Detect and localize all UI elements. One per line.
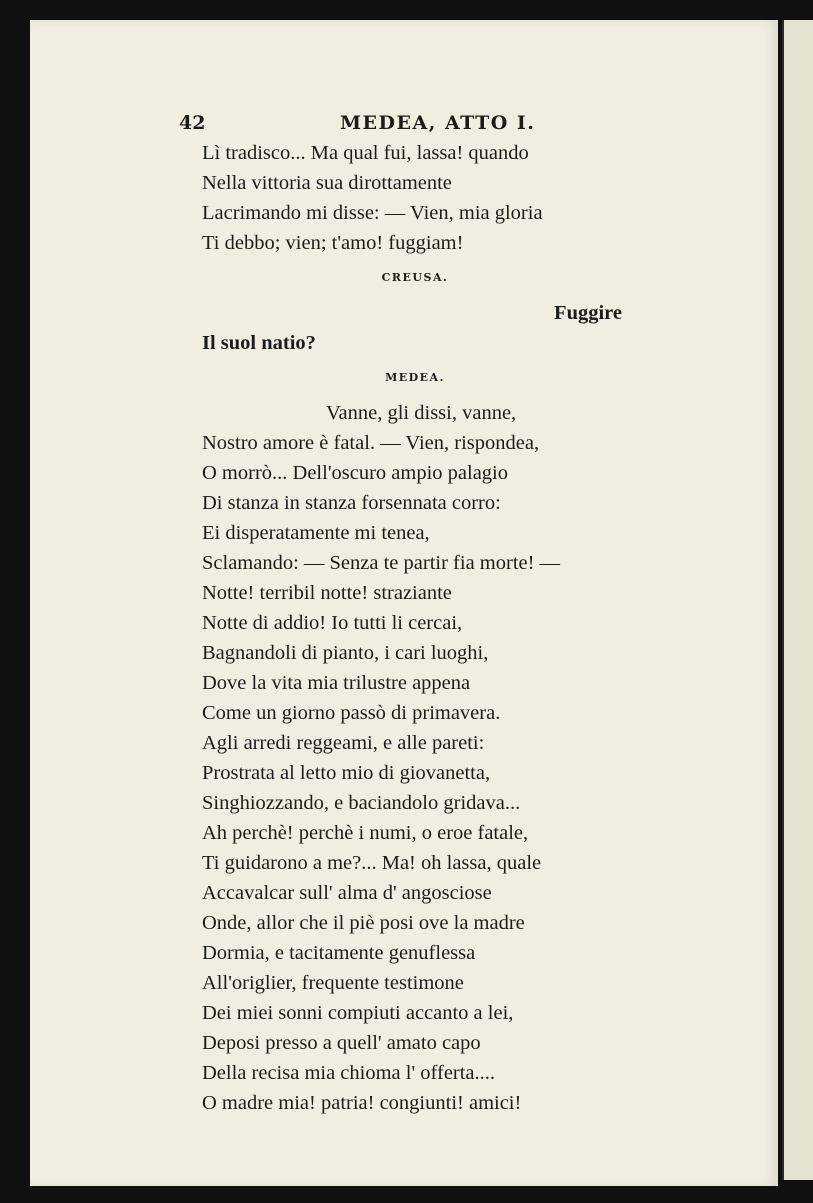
speaker-name-medea: MEDEA.	[385, 371, 445, 384]
verse-line: Notte di addio! Io tutti li cercai,	[202, 612, 463, 634]
verse-line: Singhiozzando, e baciandolo gridava...	[202, 792, 521, 814]
adjacent-page-edge	[782, 20, 813, 1180]
page-number: 42	[179, 112, 206, 134]
verse-line: Come un giorno passò di primavera.	[202, 702, 501, 724]
verse-line: Deposi presso a quell' amato capo	[202, 1032, 481, 1054]
verse-line: Lacrimando mi disse: — Vien, mia gloria	[202, 202, 543, 224]
verse-line: Dei miei sonni compiuti accanto a lei,	[202, 1002, 514, 1024]
verse-line: O madre mia! patria! congiunti! amici!	[202, 1092, 522, 1114]
verse-line: Agli arredi reggeami, e alle pareti:	[202, 732, 485, 754]
book-page	[30, 20, 778, 1186]
verse-line: Nostro amore è fatal. — Vien, rispondea,	[202, 432, 540, 454]
verse-line: Onde, allor che il piè posi ove la madre	[202, 912, 525, 934]
verse-line: O morrò... Dell'oscuro ampio palagio	[202, 462, 508, 484]
verse-line: Dormia, e tacitamente genuflessa	[202, 942, 476, 964]
verse-line: Sclamando: — Senza te partir fia morte! —	[202, 552, 561, 574]
verse-line: Della recisa mia chioma l' offerta....	[202, 1062, 496, 1084]
speaker-name-creusa: CREUSA.	[381, 271, 449, 284]
verse-line: Ti debbo; vien; t'amo! fuggiam!	[202, 232, 464, 254]
verse-line: Ah perchè! perchè i numi, o eroe fatale,	[202, 822, 529, 844]
verse-line: Accavalcar sull' alma d' angosciose	[202, 882, 492, 904]
verse-line: Ei disperatamente mi tenea,	[202, 522, 430, 544]
verse-line: Ti guidarono a me?... Ma! oh lassa, quale	[202, 852, 542, 874]
verse-line: Fuggire	[554, 302, 622, 324]
running-title: MEDEA, ATTO I.	[340, 112, 536, 134]
verse-line: Dove la vita mia trilustre appena	[202, 672, 471, 694]
verse-line: Di stanza in stanza forsennata corro:	[202, 492, 501, 514]
verse-line: Il suol natio?	[202, 332, 316, 354]
verse-line: Bagnandoli di pianto, i cari luoghi,	[202, 642, 489, 664]
verse-line: Vanne, gli dissi, vanne,	[326, 402, 517, 424]
verse-line: All'origlier, frequente testimone	[202, 972, 464, 994]
verse-line: Lì tradisco... Ma qual fui, lassa! quando	[202, 142, 529, 164]
verse-text	[202, 138, 622, 1118]
verse-line: Notte! terribil notte! straziante	[202, 582, 452, 604]
verse-line: Nella vittoria sua dirottamente	[202, 172, 452, 194]
verse-line: Prostrata al letto mio di giovanetta,	[202, 762, 491, 784]
